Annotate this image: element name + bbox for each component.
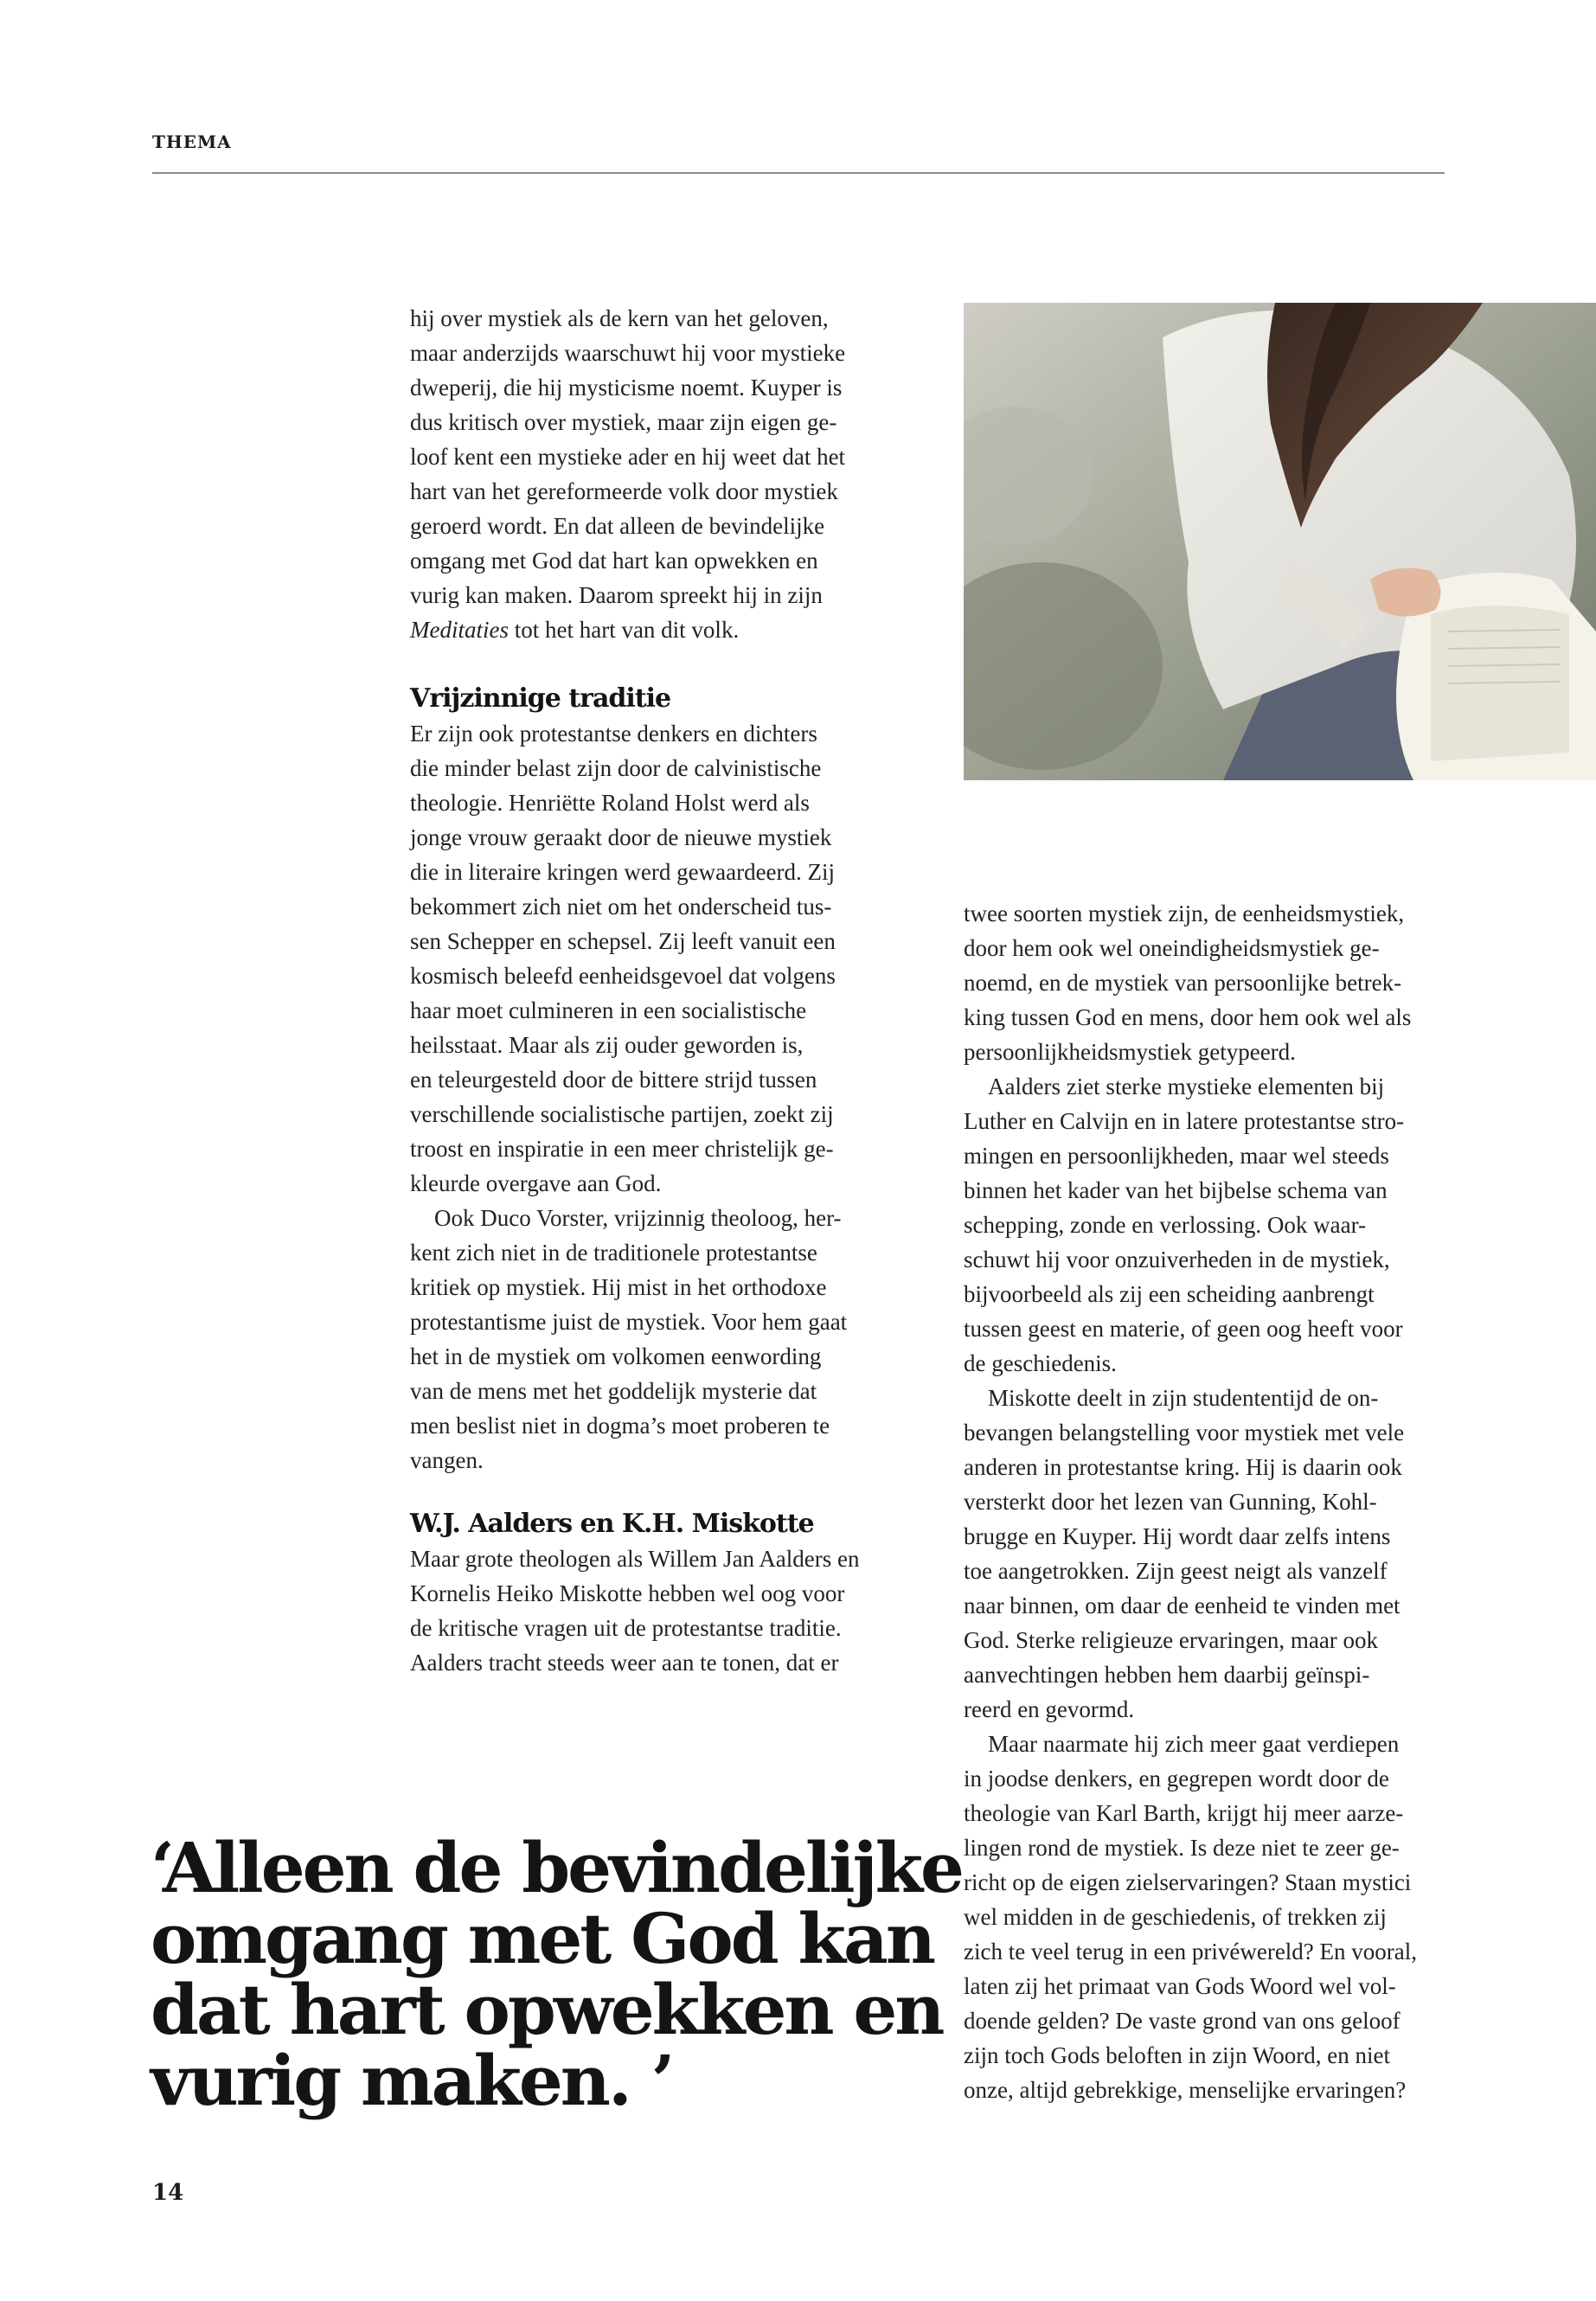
text-line: bevangen belangstelling voor mystiek met vele — [964, 1420, 1405, 1445]
text-line: die in literaire kringen werd gewaardeerd. Zij — [410, 859, 836, 885]
text-line: Luther en Calvijn en in latere protestantse stro- — [964, 1108, 1405, 1134]
text-line: zich te veel terug in een privéwereld? En vooral, — [964, 1939, 1418, 1965]
text-line: versterkt door het lezen van Gunning, Kohl- — [964, 1489, 1377, 1515]
section-label: THEMA — [152, 131, 232, 152]
pull-quote — [151, 1827, 962, 2121]
text-line: brugge en Kuyper. Hij wordt daar zelfs intens — [964, 1523, 1391, 1549]
paragraph-miskotte-deelt — [964, 1381, 1448, 1727]
text-line: jonge vrouw geraakt door de nieuwe mystiek — [410, 824, 832, 850]
text-line: richt op de eigen zielservaringen? Staan mystici — [964, 1869, 1412, 1895]
text-line: maar anderzijds waarschuwt hij voor mystieke — [410, 340, 846, 366]
text-line: persoonlijkheidsmystiek getypeerd. — [964, 1039, 1296, 1065]
text-line: dweperij, die hij mysticisme noemt. Kuyper is — [410, 375, 843, 401]
text-line: sen Schepper en schepsel. Zij leeft vanuit een — [410, 928, 836, 954]
text-line: troost en inspiratie in een meer christelijk ge- — [410, 1136, 834, 1162]
text-line: bekommert zich niet om het onderscheid tus- — [410, 894, 832, 920]
text-line: toe aangetrokken. Zijn geest neigt als vanzelf — [964, 1558, 1388, 1584]
text-line: verschillende socialistische partijen, zoekt zij — [410, 1101, 834, 1127]
heading-aalders-miskotte: W.J. Aalders en K.H. Miskotte — [410, 1509, 814, 1539]
text-line: men beslist niet in dogma’s moet proberen te — [410, 1413, 830, 1439]
text-line: Aalders ziet sterke mystieke elementen bij — [988, 1074, 1385, 1099]
text-line: lingen rond de mystiek. Is deze niet te zeer ge- — [964, 1835, 1400, 1861]
text-line: God. Sterke religieuze ervaringen, maar ook — [964, 1627, 1379, 1653]
text-line: bijvoorbeeld als zij een scheiding aanbrengt — [964, 1281, 1375, 1307]
text-line: kleurde overgave aan God. — [410, 1170, 662, 1196]
text-line: de kritische vragen uit de protestantse traditie. — [410, 1615, 842, 1641]
text-line: wel midden in de geschiedenis, of trekken zij — [964, 1904, 1387, 1930]
text-line: door hem ook wel oneindigheidsmystiek ge- — [964, 935, 1380, 961]
page-number: 14 — [152, 2180, 184, 2206]
text-line: geroerd wordt. En dat alleen de bevindelijke — [410, 513, 825, 539]
text-line: die minder belast zijn door de calvinistische — [410, 755, 822, 781]
text-line: heilsstaat. Maar als zij ouder geworden is, — [410, 1032, 804, 1058]
text-line: theologie van Karl Barth, krijgt hij meer aarze- — [964, 1800, 1404, 1826]
text-line: theologie. Henriëtte Roland Holst werd als — [410, 790, 810, 816]
text-line: schuwt hij voor onzuiverheden in de mystiek, — [964, 1247, 1390, 1272]
text-line: twee soorten mystiek zijn, de eenheidsmystiek, — [964, 901, 1405, 926]
text-line: van de mens met het goddelijk mysterie dat — [410, 1378, 817, 1404]
header-rule — [152, 172, 1445, 174]
text-line: Kornelis Heiko Miskotte hebben wel oog voor — [410, 1580, 845, 1606]
paragraph-twee-soorten — [964, 896, 1448, 1069]
text-line: schepping, zonde en verlossing. Ook waar- — [964, 1212, 1367, 1238]
text-line: hij over mystiek als de kern van het geloven, — [410, 305, 829, 331]
text-line: aanvechtingen hebben hem daarbij geïnspi- — [964, 1662, 1370, 1688]
paragraph-aalders-ziet — [964, 1069, 1448, 1381]
text-line: het in de mystiek om volkomen eenwording — [410, 1343, 822, 1369]
text-line: kosmisch beleefd eenheidsgevoel dat volgens — [410, 963, 836, 989]
pull-quote-line: dat hart opwekken en — [151, 1969, 943, 2050]
text-line: kritiek op mystiek. Hij mist in het orthodoxe — [410, 1274, 827, 1300]
text-line: hart van het gereformeerde volk door mystiek — [410, 478, 838, 504]
text-line: zijn toch Gods beloften in zijn Woord, en niet — [964, 2042, 1390, 2068]
right-column — [964, 896, 1448, 2107]
text-line: Ook Duco Vorster, vrijzinnig theoloog, her- — [434, 1205, 842, 1231]
text-line: vangen. — [410, 1447, 484, 1473]
text-line: vurig kan maken. Daarom spreekt hij in zijn — [410, 582, 823, 608]
text-line: tussen geest en materie, of geen oog heeft voor — [964, 1316, 1403, 1342]
pull-quote-line: omgang met God kan — [151, 1898, 933, 1979]
text-line: mingen en persoonlijkheden, maar wel steeds — [964, 1143, 1389, 1169]
text-line: binnen het kader van het bijbelse schema van — [964, 1177, 1388, 1203]
text-fragment: tot het hart van dit volk. — [508, 617, 740, 643]
left-column — [410, 301, 894, 1680]
text-line: de geschiedenis. — [964, 1350, 1117, 1376]
text-line: noemd, en de mystiek van persoonlijke betrek- — [964, 970, 1402, 996]
text-line: dus kritisch over mystiek, maar zijn eigen ge- — [410, 409, 837, 435]
photo-woman-reading-book — [964, 303, 1596, 780]
text-line: omgang met God dat hart kan opwekken en — [410, 548, 818, 574]
paragraph-grote-theologen — [410, 1541, 894, 1680]
text-line: en teleurgesteld door de bittere strijd tussen — [410, 1067, 817, 1093]
paragraph-roland-holst — [410, 716, 894, 1201]
heading-vrijzinnige-traditie: Vrijzinnige traditie — [410, 683, 671, 714]
text-line: loof kent een mystieke ader en hij weet dat het — [410, 444, 846, 470]
pull-quote-line: ‘Alleen de bevindelijke — [151, 1827, 962, 1908]
text-line: king tussen God en mens, door hem ook wel als — [964, 1004, 1412, 1030]
text-line: reerd en gevormd. — [964, 1696, 1135, 1722]
text-line: Er zijn ook protestantse denkers en dichters — [410, 721, 817, 747]
paragraph-duco-vorster — [410, 1201, 894, 1477]
text-line: Maar grote theologen als Willem Jan Aalders en — [410, 1546, 860, 1572]
book-title-italic: Meditaties — [410, 617, 509, 643]
text-line: doende gelden? De vaste grond van ons geloof — [964, 2008, 1401, 2034]
text-line: Maar naarmate hij zich meer gaat verdiepen — [988, 1731, 1400, 1757]
text-line — [410, 612, 894, 647]
text-line: naar binnen, om daar de eenheid te vinden met — [964, 1593, 1401, 1618]
text-line: protestantisme juist de mystiek. Voor hem gaat — [410, 1309, 848, 1335]
text-line: haar moet culmineren in een socialistische — [410, 997, 807, 1023]
text-line: Aalders tracht steeds weer aan te tonen, dat er — [410, 1650, 839, 1676]
text-line: anderen in protestantse kring. Hij is daarin ook — [964, 1454, 1402, 1480]
intro-paragraph — [410, 301, 894, 647]
text-line: in joodse denkers, en gegrepen wordt door de — [964, 1766, 1389, 1791]
text-line: laten zij het primaat van Gods Woord wel vol- — [964, 1973, 1396, 1999]
text-line: kent zich niet in de traditionele protestantse — [410, 1240, 817, 1266]
text-line: Miskotte deelt in zijn studententijd de on- — [988, 1385, 1379, 1411]
paragraph-naarmate — [964, 1727, 1448, 2107]
text-line: onze, altijd gebrekkige, menselijke ervaringen? — [964, 2077, 1407, 2103]
photo-illustration — [964, 303, 1596, 780]
pull-quote-line: vurig maken. ’ — [151, 2040, 673, 2121]
